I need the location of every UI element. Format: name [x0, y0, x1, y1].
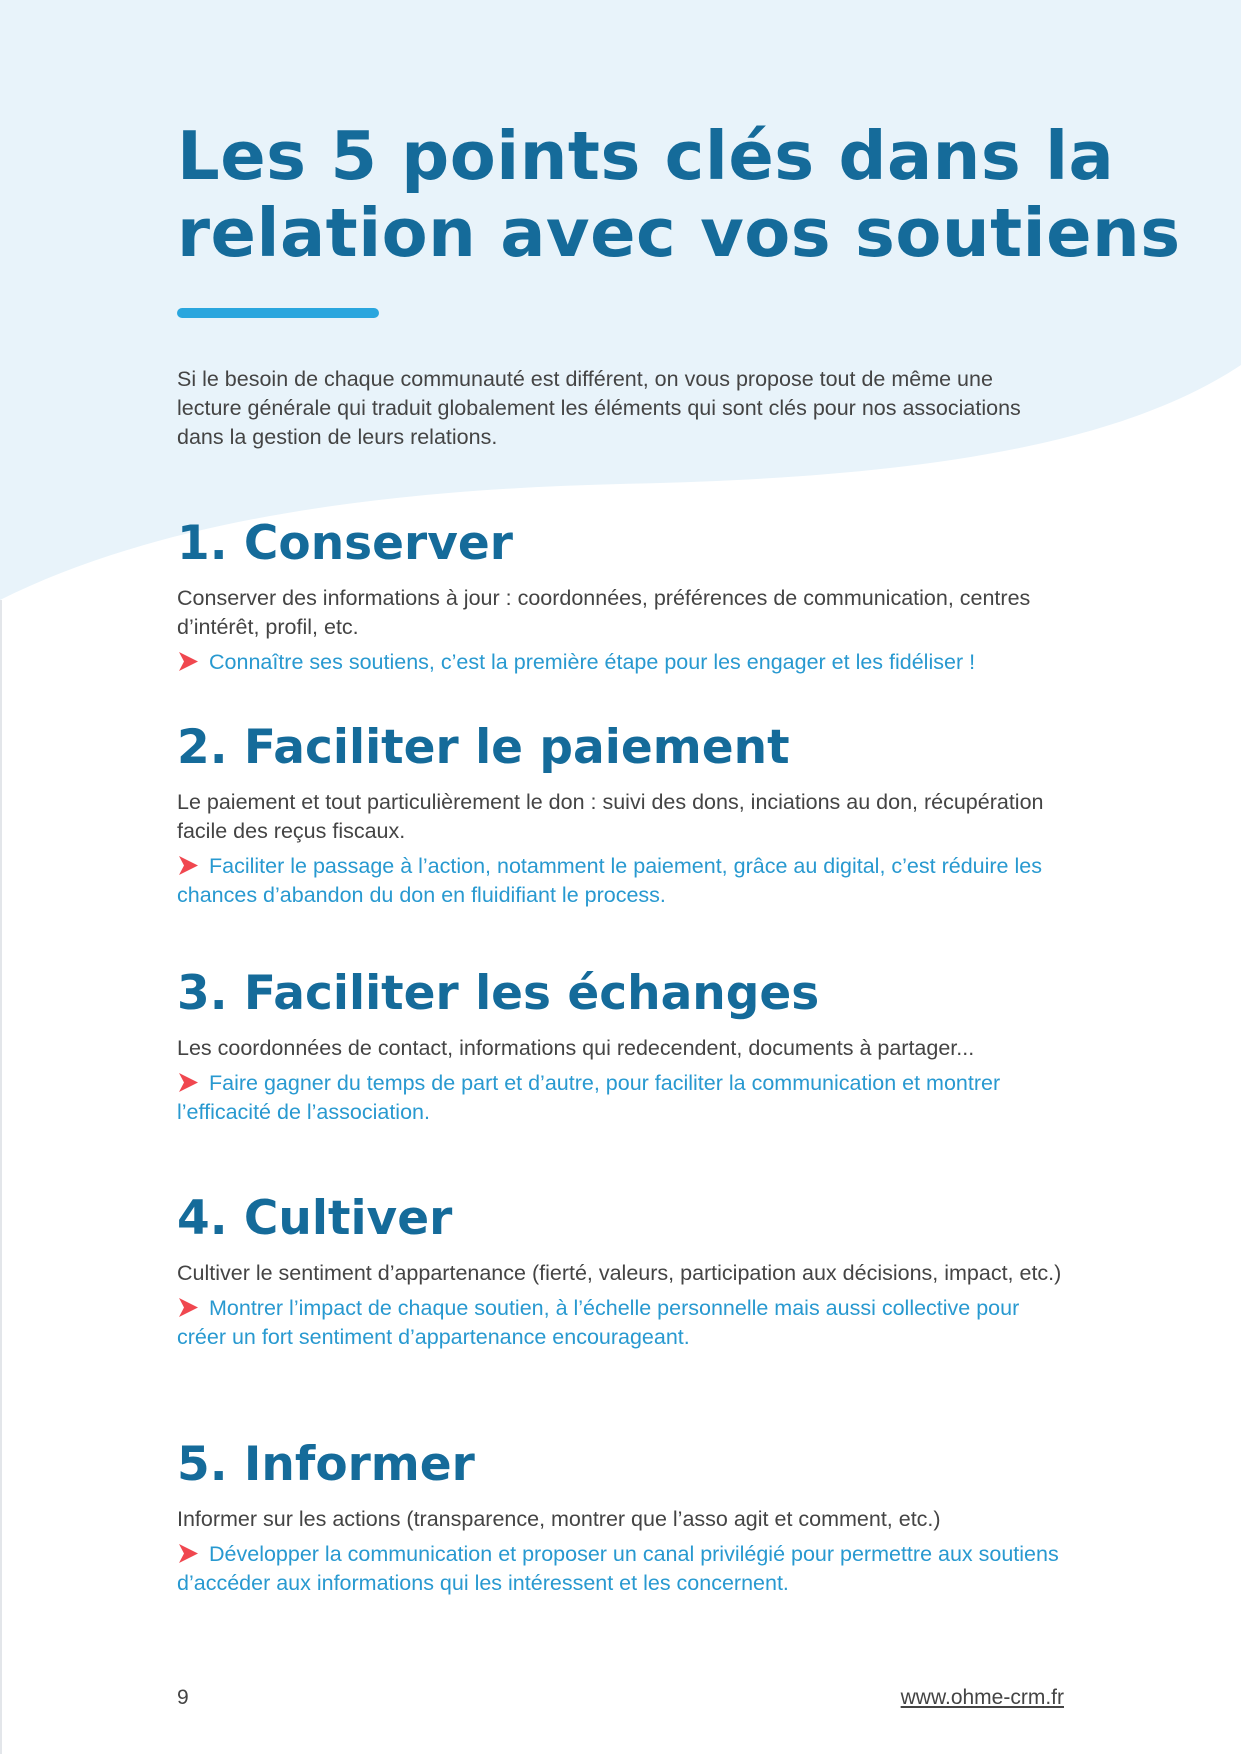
title-underline [177, 308, 379, 318]
website-link[interactable]: www.ohme-crm.fr [900, 1686, 1064, 1709]
page-edge [0, 600, 2, 1754]
section-highlight-text: Développer la communication et proposer un canal privilégié pour permettre aux soutiens d’accéder aux informations qui les intéressent et les concernent. [177, 1542, 1059, 1595]
section-heading: 5. Informer [177, 1437, 475, 1492]
arrow-right-icon [177, 1543, 199, 1564]
section-informer [177, 1435, 1067, 1598]
section-heading: 2. Faciliter le paiement [177, 720, 790, 775]
section-description: Les coordonnées de contact, informations qui redecendent, documents à partager... [177, 1036, 975, 1060]
section-conserver [177, 514, 1067, 677]
page-title-line: Les 5 points clés dans la [177, 117, 1115, 195]
section-highlight [177, 1294, 1067, 1352]
section-highlight [177, 648, 1067, 677]
section-heading: 4. Cultiver [177, 1191, 453, 1246]
section-highlight-text: Faire gagner du temps de part et d’autre, pour faciliter la communication et montrer l’efficacité de l’association. [177, 1071, 1001, 1124]
section-cultiver [177, 1189, 1067, 1352]
section-faciliter-paiement [177, 718, 1067, 910]
arrow-right-icon [177, 855, 199, 876]
page-number: 9 [177, 1686, 189, 1709]
section-highlight-text: Connaître ses soutiens, c’est la première étape pour les engager et les fidéliser ! [209, 650, 976, 674]
section-faciliter-echanges [177, 964, 1067, 1127]
section-heading: 1. Conserver [177, 516, 513, 571]
section-description: Conserver des informations à jour : coordonnées, préférences de communication, centres d’intérêt, profil, etc. [177, 586, 1031, 639]
intro-paragraph: Si le besoin de chaque communauté est différent, on vous propose tout de même une lecture générale qui traduit globalement les éléments qui sont clés pour nos associations dans la gestion de leurs relations. [177, 367, 1021, 449]
section-description: Cultiver le sentiment d’appartenance (fierté, valeurs, participation aux décisions, impact, etc.) [177, 1261, 1062, 1285]
section-description: Informer sur les actions (transparence, montrer que l’asso agit et comment, etc.) [177, 1507, 941, 1531]
arrow-right-icon [177, 1072, 199, 1093]
page-title [177, 117, 1181, 272]
page-title-line: relation avec vos soutiens [177, 194, 1181, 272]
section-highlight-text: Montrer l’impact de chaque soutien, à l’échelle personnelle mais aussi collective pour créer un fort sentiment d’appartenance encourageant. [177, 1296, 1020, 1349]
arrow-right-icon [177, 1297, 199, 1318]
section-highlight-text: Faciliter le passage à l’action, notamment le paiement, grâce au digital, c’est réduire les chances d’abandon du don en fluidifiant le process. [177, 854, 1042, 907]
section-highlight [177, 1540, 1067, 1598]
section-highlight [177, 852, 1067, 910]
arrow-right-icon [177, 651, 199, 672]
section-description: Le paiement et tout particulièrement le don : suivi des dons, inciations au don, récupération facile des reçus fiscaux. [177, 790, 1044, 843]
section-heading: 3. Faciliter les échanges [177, 966, 820, 1021]
section-highlight [177, 1069, 1067, 1127]
